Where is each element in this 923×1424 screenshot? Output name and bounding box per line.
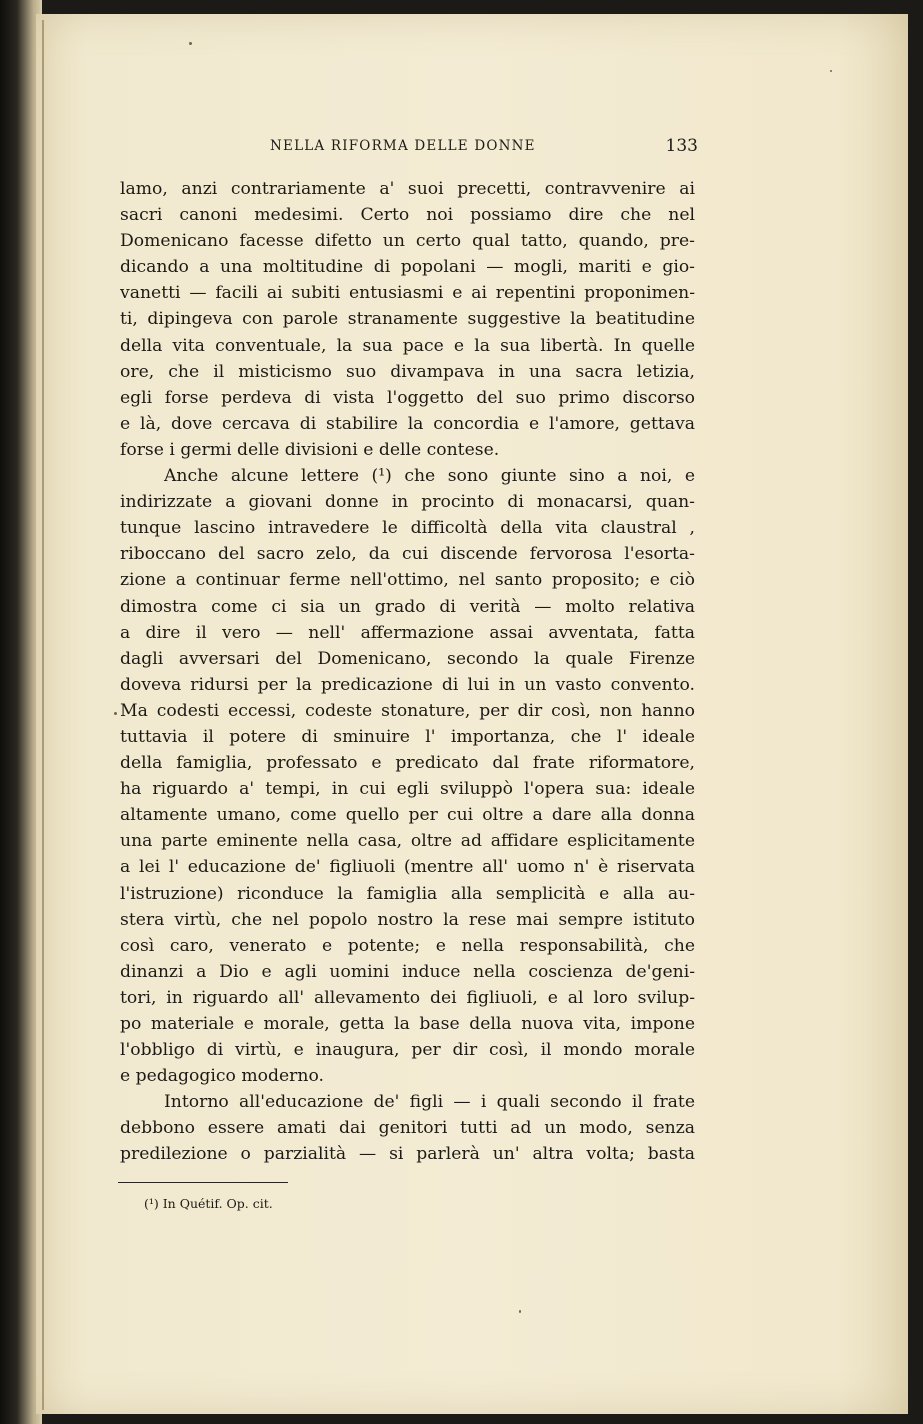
text-line: vanetti — facili ai subiti entusiasmi e ai repentini proponimen- [120,283,695,304]
text-line: tuttavia il potere di sminuire l' importanza, che l' ideale [120,726,695,747]
text-line: della famiglia, professato e predicato dal frate riformatore, [120,753,695,774]
text-line: Ma codesti eccessi, codeste stonature, per dir così, non hanno [120,700,695,721]
text-line: ore, che il misticismo suo divampava in una sacra letizia, [120,361,695,382]
text-line: ti, dipingeva con parole stranamente suggestive la beatitudine [120,309,695,330]
running-title: NELLA RIFORMA DELLE DONNE [270,138,536,154]
text-line: l'obbligo di virtù, e inaugura, per dir così, il mondo morale [120,1040,695,1061]
text-line: della vita conventuale, la sua pace e la sua libertà. In quelle [120,335,695,356]
footnote: (¹) In Quétif. Op. cit. [144,1196,273,1211]
text-line: predilezione o parzialità — si parlerà un' altra volta; basta [120,1144,695,1165]
text-line: e là, dove cercava di stabilire la concordia e l'amore, gettava [120,413,695,434]
text-line: a lei l' educazione de' figliuoli (mentre all' uomo n' è riservata [120,857,695,878]
text-line: indirizzate a giovani donne in procinto di monacarsi, quan- [120,492,695,513]
running-head [118,138,700,158]
text-line: ha riguardo a' tempi, in cui egli sviluppò l'opera sua: ideale [120,779,695,800]
paper-speck [189,42,192,45]
text-line: po materiale e morale, getta la base della nuova vita, impone [120,1014,695,1034]
text-line: Domenicano facesse difetto un certo qual tatto, quando, pre- [120,231,695,252]
text-line: tori, in riguardo all' allevamento dei figliuoli, e al loro svilup- [120,987,695,1008]
text-line: l'istruzione) riconduce la famiglia alla semplicità e alla au- [120,883,695,904]
text-line: Intorno all'educazione de' figli — i quali secondo il frate [164,1092,695,1113]
text-line: zione a continuar ferme nell'ottimo, nel santo proposito; e ciò [120,570,695,591]
text-line: debbono essere amati dai genitori tutti ad un modo, senza [120,1118,695,1139]
text-line: dinanzi a Dio e agli uomini induce nella coscienza de'geni- [120,961,695,982]
text-line: tunque lascino intravedere le difficoltà della vita claustral , [120,518,695,539]
text-line: così caro, venerato e potente; e nella responsabilità, che [120,935,695,956]
text-line: lamo, anzi contrariamente a' suoi precetti, contravvenire ai [120,179,695,199]
paper-speck [114,712,117,715]
text-line: dagli avversari del Domenicano, secondo la quale Firenze [120,648,695,669]
footnote-rule [118,1182,288,1183]
text-line: stera virtù, che nel popolo nostro la rese mai sempre istituto [120,909,695,930]
page-gutter-line [42,20,44,1410]
text-line: dimostra come ci sia un grado di verità — molto relativa [120,596,695,617]
text-line: sacri canoni medesimi. Certo noi possiamo dire che nel [120,205,695,226]
text-line: doveva ridursi per la predicazione di lui in un vasto convento. [120,674,695,695]
text-line: riboccano del sacro zelo, da cui discende fervorosa l'esorta- [120,544,695,565]
paper-speck [830,70,832,72]
text-line: una parte eminente nella casa, oltre ad affidare esplicitamente [120,831,695,852]
text-line: egli forse perdeva di vista l'oggetto del suo primo discorso [120,387,695,408]
text-line: a dire il vero — nell' affermazione assai avventata, fatta [120,622,695,643]
paper-speck [519,1310,521,1313]
page-number: 133 [665,136,698,156]
text-line: e pedagogico moderno. [120,1066,324,1087]
text-line: altamente umano, come quello per cui oltre a dare alla donna [120,805,695,826]
text-line: forse i germi delle divisioni e delle contese. [120,439,500,460]
body-text [120,176,695,1168]
text-line: dicando a una moltitudine di popolani — mogli, mariti e gio- [120,257,695,278]
text-line: Anche alcune lettere (¹) che sono giunte sino a noi, e [164,466,695,487]
